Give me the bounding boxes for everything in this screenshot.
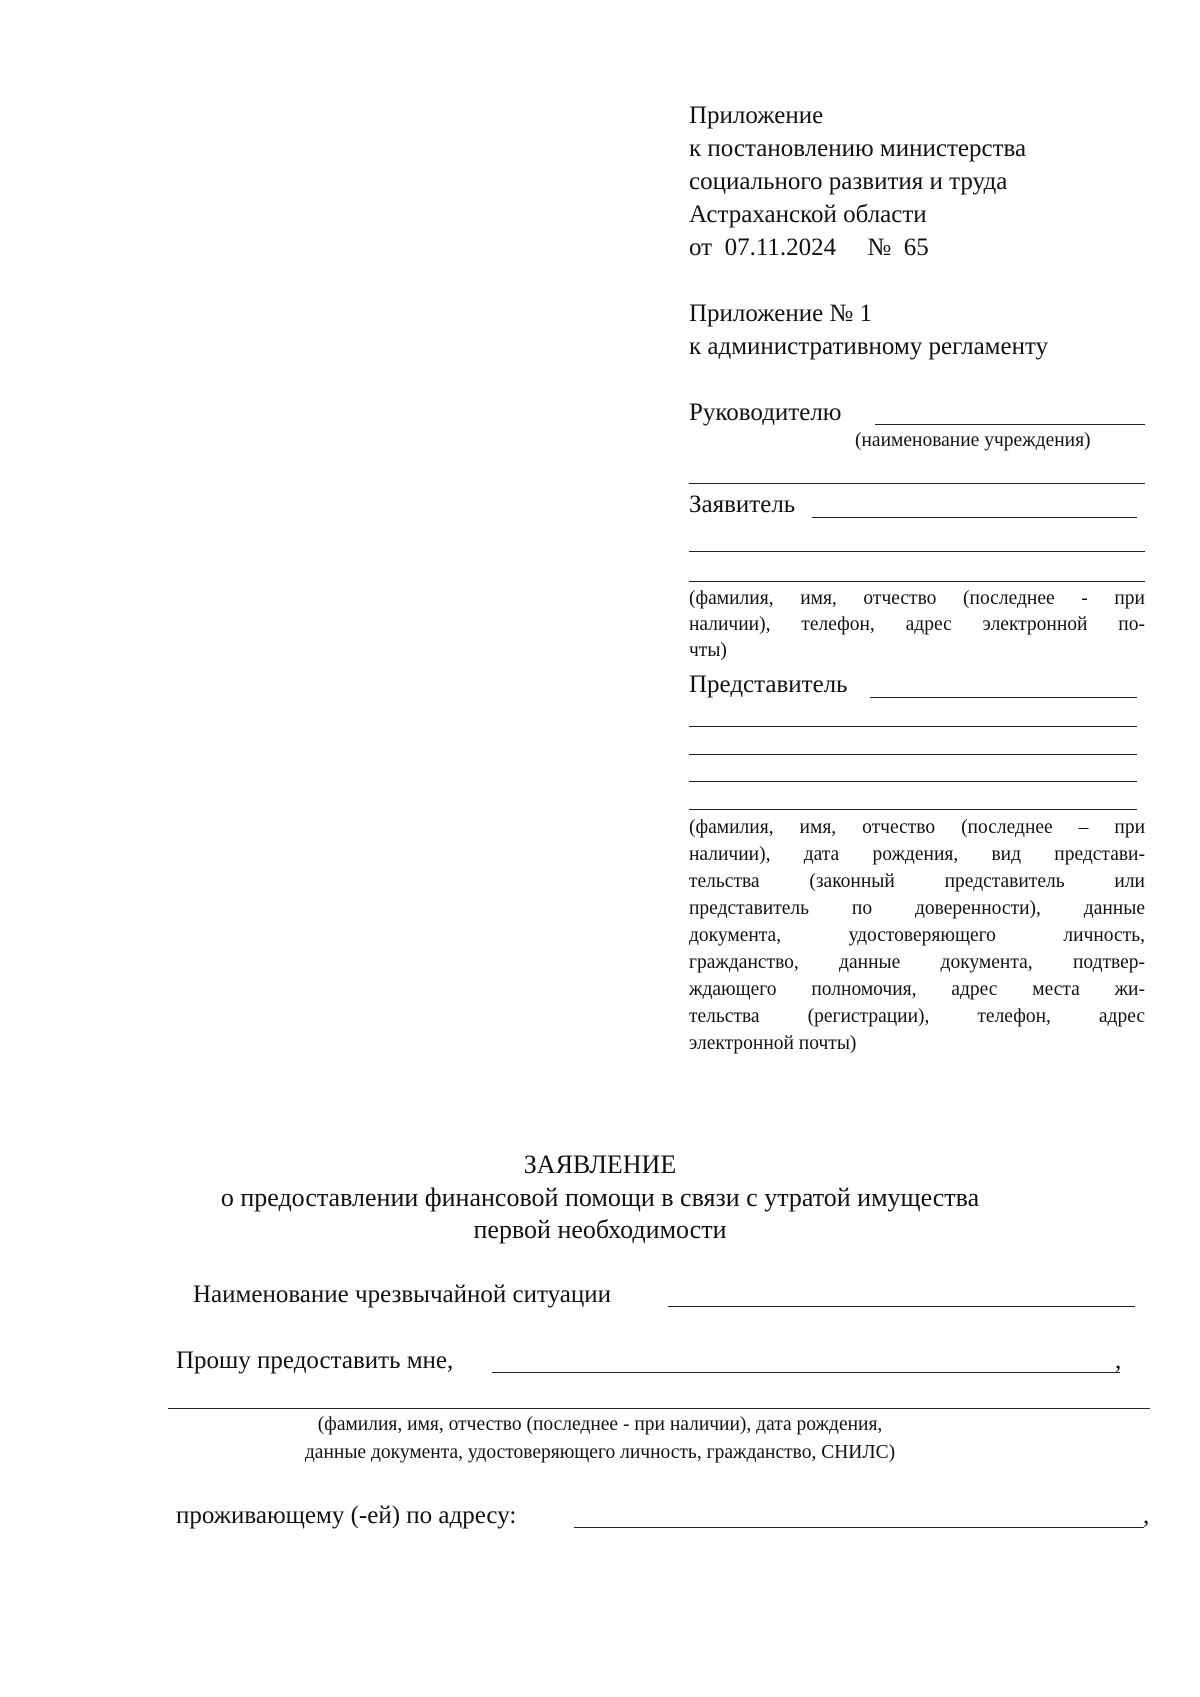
request-fill-line[interactable]	[492, 1372, 1120, 1373]
representative-caption-3: тельства (законный представитель или	[689, 871, 1145, 892]
statement-subtitle-1: о предоставлении финансовой помощи в связи с утратой имущества	[220, 1183, 980, 1212]
request-fill-line-2[interactable]	[168, 1408, 1150, 1409]
annex-subtitle: к административному регламенту	[689, 333, 1049, 360]
request-end-comma: ,	[1115, 1347, 1122, 1374]
applicant-caption-1: (фамилия, имя, отчество (последнее - при	[689, 588, 1145, 609]
applicant-label: Заявитель	[689, 491, 796, 518]
representative-caption-7: ждающего полномочия, адрес места жи-	[689, 979, 1145, 1000]
applicant-fill-line-3[interactable]	[689, 581, 1145, 582]
applicant-caption-3: чты)	[689, 640, 727, 661]
decree-date-number: от 07.11.2024 № 65	[689, 234, 929, 261]
statement-subtitle-2: первой необходимости	[473, 1215, 727, 1244]
emergency-fill-line[interactable]	[668, 1306, 1135, 1307]
representative-caption-1: (фамилия, имя, отчество (последнее – при	[689, 817, 1145, 838]
applicant-caption-2: наличии), телефон, адрес электронной по-	[689, 614, 1145, 635]
representative-label: Представитель	[689, 671, 848, 698]
addressee-label: Руководителю	[689, 399, 842, 426]
representative-caption-5: документа, удостоверяющего личность,	[689, 925, 1145, 946]
representative-caption-8: тельства (регистрации), телефон, адрес	[689, 1006, 1145, 1027]
header-line: к постановлению министерства	[689, 135, 1027, 162]
address-label: проживающему (-ей) по адресу:	[176, 1502, 517, 1529]
applicant-fill-line-2[interactable]	[689, 551, 1145, 552]
addressee-fill-line[interactable]	[875, 424, 1145, 425]
person-caption-1: (фамилия, имя, отчество (последнее - при наличии), дата рождения,	[317, 1414, 883, 1435]
representative-caption-6: гражданство, данные документа, подтвер-	[689, 952, 1145, 973]
header-line: Астраханской области	[689, 201, 927, 228]
emergency-label: Наименование чрезвычайной ситуации	[193, 1281, 611, 1308]
statement-title: ЗАЯВЛЕНИЕ	[523, 1150, 677, 1179]
addressee-fill-line-2[interactable]	[689, 483, 1145, 484]
representative-caption-2: наличии), дата рождения, вид представи-	[689, 844, 1145, 865]
annex-title: Приложение № 1	[689, 300, 873, 327]
representative-fill-line-3[interactable]	[689, 754, 1137, 755]
addressee-caption: (наименование учреждения)	[855, 430, 1091, 451]
representative-caption-9: электронной почты)	[689, 1033, 857, 1054]
representative-caption-4: представитель по доверенности), данные	[689, 898, 1145, 919]
address-end-comma: ,	[1143, 1502, 1150, 1529]
request-label: Прошу предоставить мне,	[176, 1347, 454, 1374]
representative-fill-line-2[interactable]	[689, 726, 1137, 727]
address-fill-line[interactable]	[574, 1527, 1144, 1528]
representative-fill-line[interactable]	[870, 697, 1137, 698]
representative-fill-line-4[interactable]	[689, 781, 1137, 782]
header-line: социального развития и труда	[689, 168, 1008, 195]
representative-fill-line-5[interactable]	[689, 809, 1137, 810]
person-caption-2: данные документа, удостоверяющего личность, гражданство, СНИЛС)	[304, 1442, 896, 1463]
applicant-fill-line[interactable]	[812, 517, 1137, 518]
header-line: Приложение	[689, 102, 824, 129]
